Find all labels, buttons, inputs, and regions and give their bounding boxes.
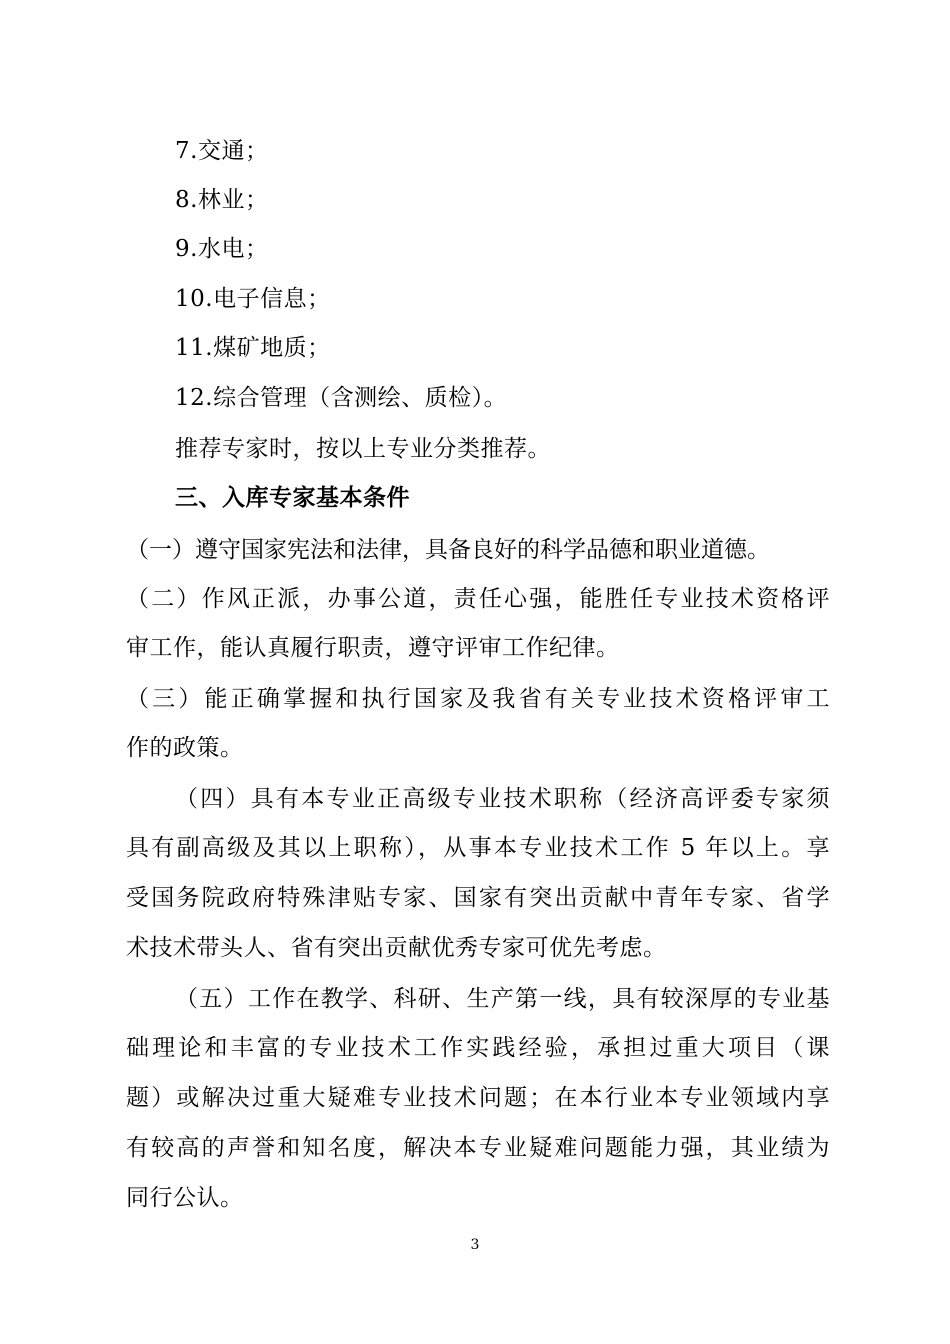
condition-4-line-1: （四）具有本专业正高级专业技术职称（经济高评委专家须: [175, 786, 830, 812]
recommend-note: 推荐专家时，按以上专业分类推荐。: [175, 436, 551, 462]
list-item-12: 12.综合管理（含测绘、质检）。: [175, 385, 508, 411]
list-item-11: 11.煤矿地质；: [175, 335, 331, 361]
condition-5-line-5: 同行公认。: [126, 1185, 244, 1211]
condition-5-line-1: （五）工作在教学、科研、生产第一线，具有较深厚的专业基: [175, 986, 830, 1012]
list-item-9: 9.水电；: [175, 236, 269, 262]
condition-5-line-4: 有较高的声誉和知名度，解决本专业疑难问题能力强，其业绩为: [126, 1135, 830, 1161]
condition-3-line-1: （三）能正确掌握和执行国家及我省有关专业技术资格评审工: [126, 686, 830, 712]
condition-5-line-2: 础理论和丰富的专业技术工作实践经验，承担过重大项目（课: [126, 1035, 830, 1061]
list-item-7: 7.交通；: [175, 138, 269, 164]
page-number: 3: [470, 1237, 480, 1253]
condition-4-line-3: 受国务院政府特殊津贴专家、国家有突出贡献中青年专家、省学: [126, 885, 830, 911]
condition-2-line-2: 审工作，能认真履行职责，遵守评审工作纪律。: [126, 635, 620, 661]
condition-4-line-2: 具有副高级及其以上职称），从事本专业技术工作 5 年以上。享: [126, 835, 830, 861]
condition-4-line-4: 术技术带头人、省有突出贡献优秀专家可优先考虑。: [126, 935, 667, 961]
condition-3-line-2: 作的政策。: [126, 735, 244, 761]
condition-1-line-1: （一）遵守国家宪法和法律，具备良好的科学品德和职业道德。: [126, 537, 770, 563]
condition-5-line-3: 题）或解决过重大疑难专业技术问题；在本行业本专业领域内享: [126, 1085, 830, 1111]
list-item-8: 8.林业；: [175, 187, 269, 213]
list-item-10: 10.电子信息；: [175, 286, 331, 312]
condition-2-line-1: （二）作风正派，办事公道，责任心强，能胜任专业技术资格评: [126, 586, 830, 612]
section-heading: 三、入库专家基本条件: [175, 485, 410, 511]
